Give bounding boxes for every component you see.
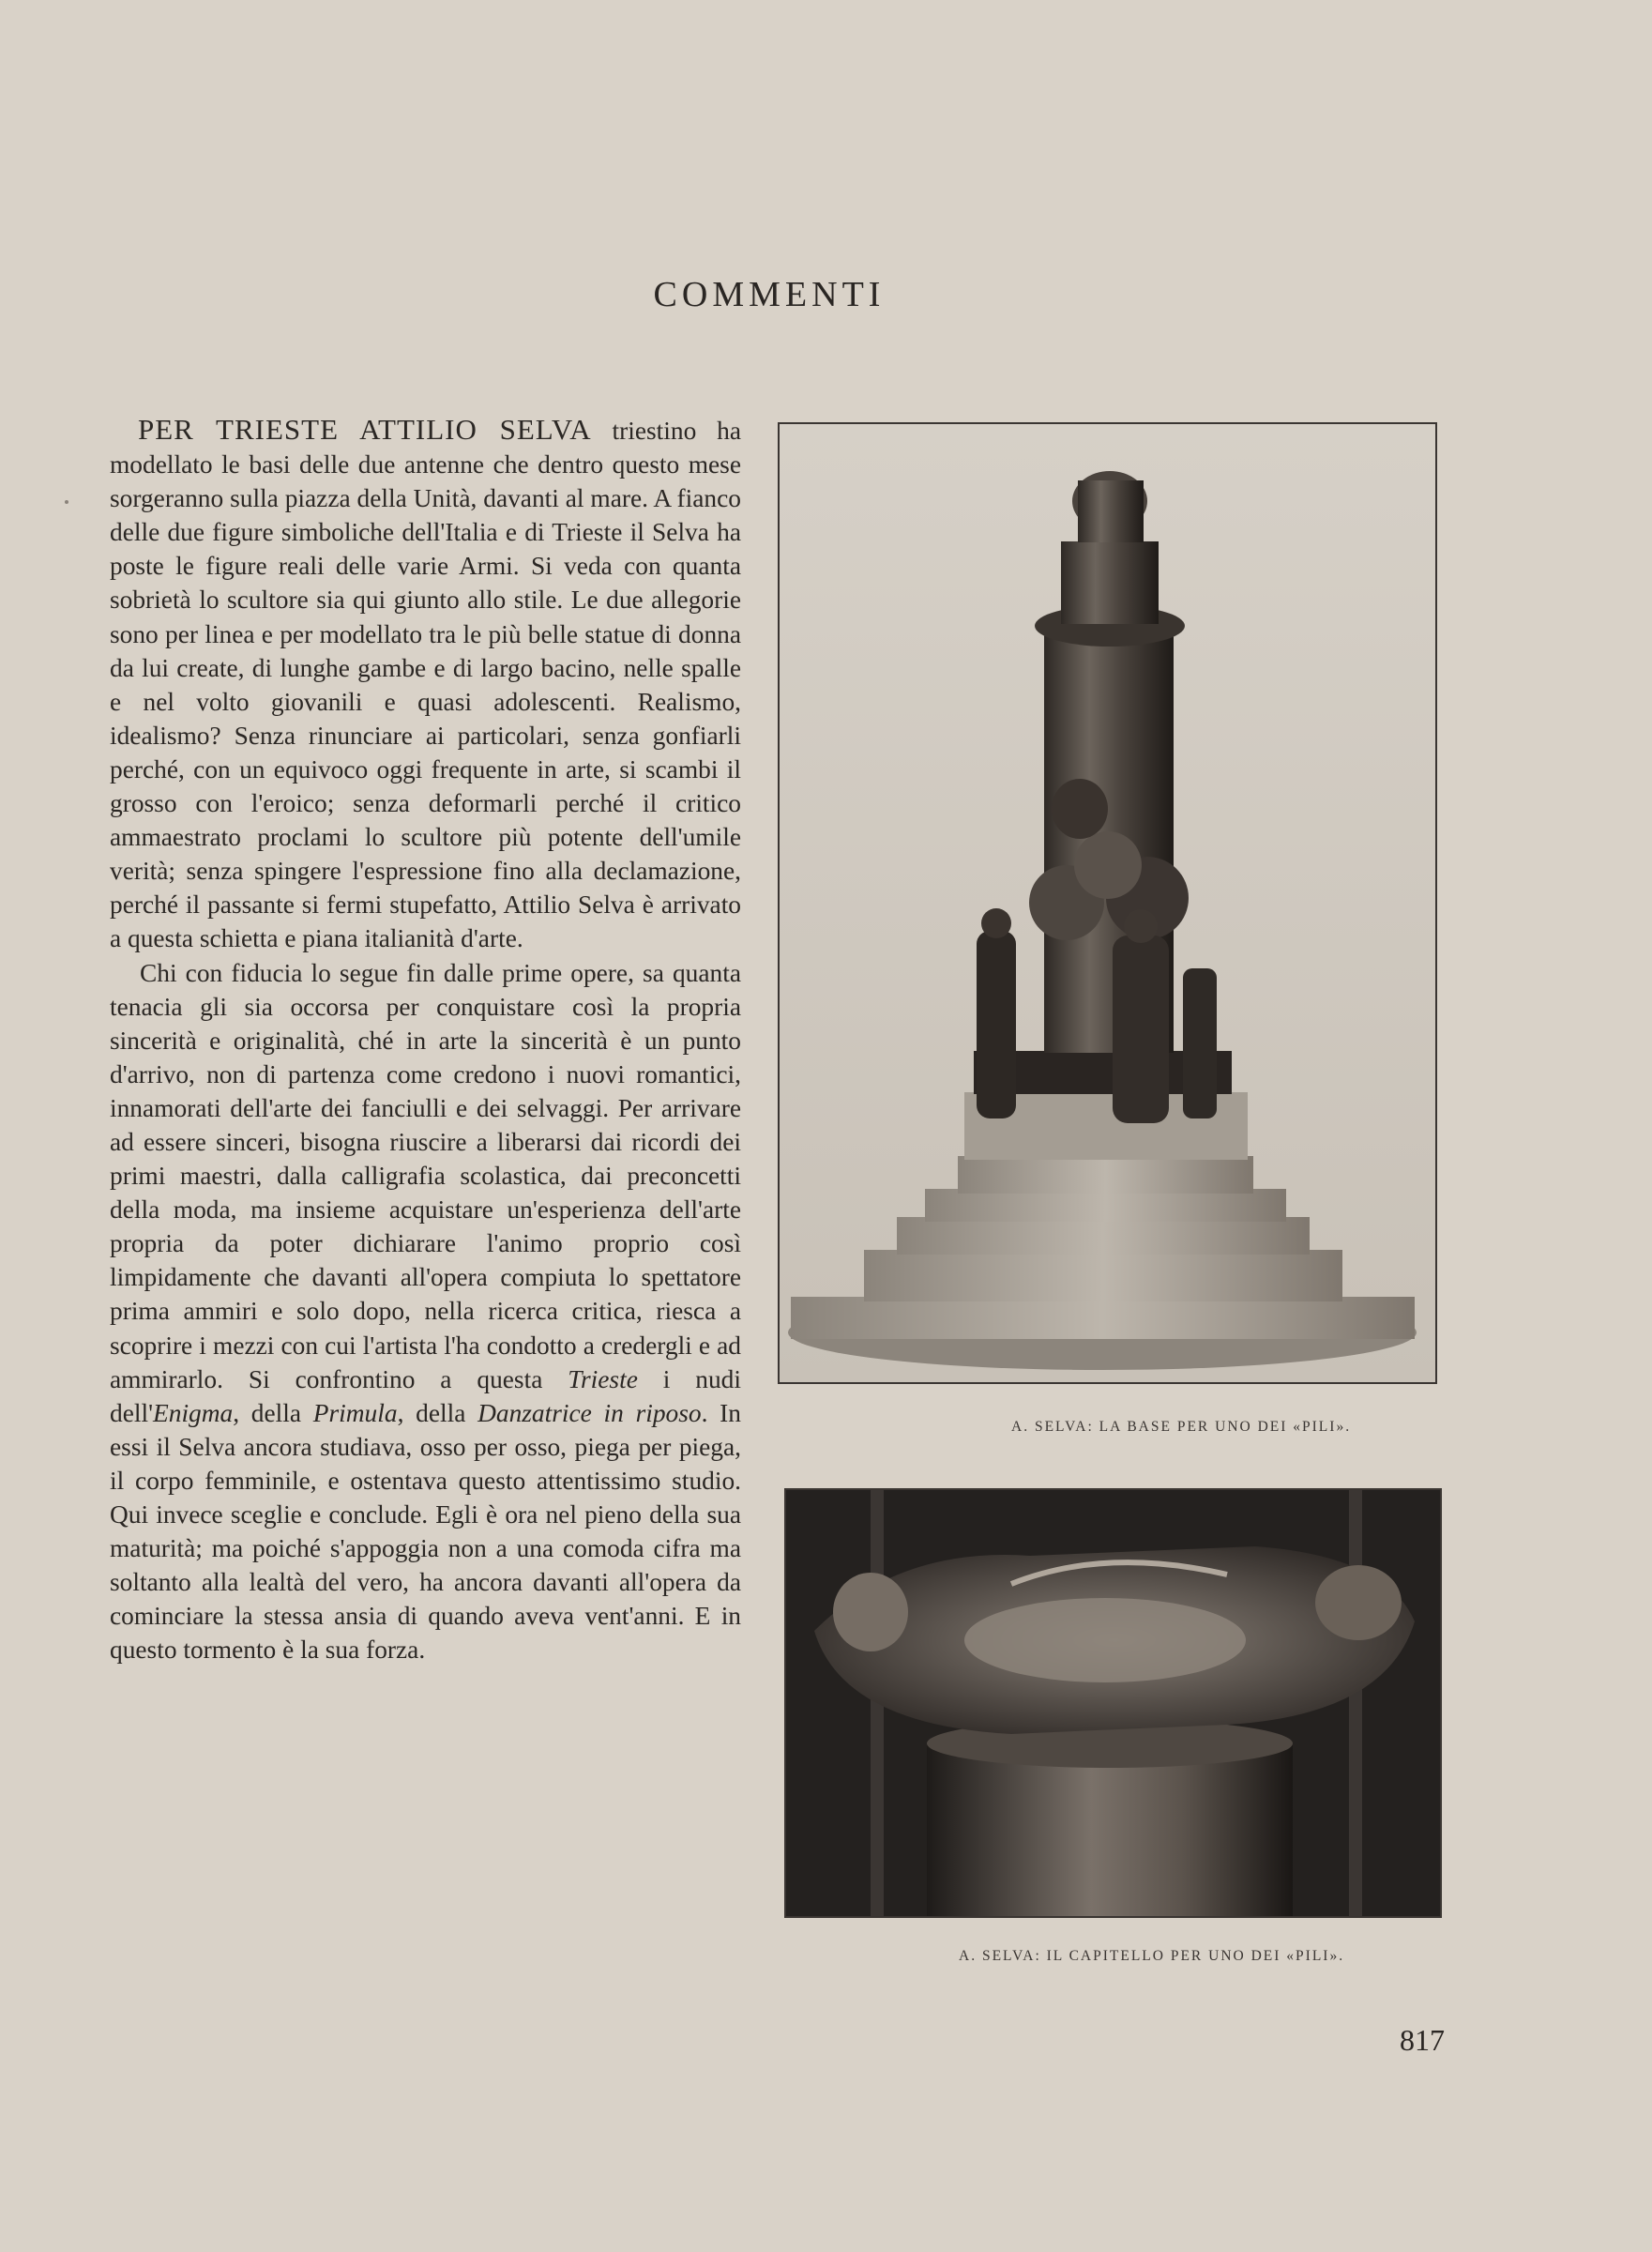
figure-caption-capital: A. SELVA: IL CAPITELLO PER UNO DEI «PILI». bbox=[959, 1948, 1345, 1964]
photo-column-base bbox=[778, 422, 1437, 1384]
work-title-trieste: Trieste bbox=[568, 1364, 638, 1393]
column-base-illustration bbox=[780, 424, 1435, 1382]
paragraph-2 bbox=[110, 956, 741, 1667]
figure-caption-base: A. SELVA: LA BASE PER UNO DEI «PILI». bbox=[1011, 1419, 1352, 1435]
paragraph-1-text: triestino ha modellato le basi delle due antenne che dentro questo mese sorgeranno sulla piazza della Unità, davanti al mare. A fianco delle due figure simboliche dell'Italia e di Trieste il Selva ha poste le figure reali delle varie Armi. Si veda con quanta sobrietà lo scultore sia qui giunto allo stile. Le due allegorie sono per linea e per modellato tra le più belle statue di donna da lui create, di lunghe gambe e di largo bacino, nelle spalle e nel volto giovanili e quasi adolescenti. Realismo, idealismo? Senza rinunciare ai particolari, senza gonfiarli perché, con un equivoco oggi frequente in arte, si scambi il grosso con l'eroico; senza deformarli perché il critico ammaestrato proclami lo scultore più potente dell'umile verità; senza spingere l'espressione fino alla declamazione, perché il passante si fermi stupefatto, Attilio Selva è arrivato a questa schietta e piana italianità d'arte. bbox=[110, 417, 741, 953]
paragraph-2-text: . In essi il Selva ancora studiava, osso per osso, piega per piega, il corpo femminile, e ostentava questo attentissimo studio. Qui invece sceglie e conclude. Egli è ora nel pieno della sua maturità; ma poiché s'appoggia non a una comoda cifra ma soltanto alla lealtà del vero, ha ancora davanti all'opera da cominciare la stessa ansia di quando aveva vent'anni. E in questo tormento è la sua forza. bbox=[110, 1398, 741, 1665]
article-body bbox=[110, 413, 741, 1666]
paragraph-2-text: , della bbox=[397, 1398, 478, 1427]
page-title: COMMENTI bbox=[653, 275, 886, 314]
paragraph-1 bbox=[110, 413, 741, 956]
column-capital-illustration bbox=[786, 1490, 1440, 1916]
page-number: 817 bbox=[1400, 2023, 1445, 2057]
paragraph-2-text: i nudi dell' bbox=[110, 1364, 741, 1427]
work-title-danzatrice: Danzatrice in riposo bbox=[477, 1398, 702, 1427]
work-title-primula: Primula bbox=[312, 1398, 398, 1427]
photo-column-capital bbox=[784, 1488, 1442, 1918]
paragraph-2-text: Chi con fiducia lo segue fin dalle prime opere, sa quanta tenacia gli sia occorsa per conquistare così la propria sincerità e originalità, ché in arte la sincerità è un punto d'arrivo, non di partenza come credono i nuovi romantici, innamorati dell'arte dei fanciulli e dei selvaggi. Per arrivare ad essere sinceri, bisogna riuscire a liberarsi dai ricordi dei primi maestri, dalla calligrafia scolastica, dai preconcetti della moda, ma insieme acquistare un'esperienza dell'arte propria da poter dichiarare l'animo proprio così limpidamente che davanti all'opera compiuta lo spettatore prima ammiri e solo dopo, nella ricerca critica, riesca a scoprire i mezzi con cui l'artista l'ha condotto a credergli e ad ammirarlo. Si confrontino a questa bbox=[110, 958, 741, 1393]
scan-speck bbox=[65, 500, 68, 504]
lead-name: PER TRIESTE ATTILIO SELVA bbox=[138, 413, 592, 446]
paragraph-2-text: , della bbox=[233, 1398, 313, 1427]
work-title-enigma: Enigma bbox=[153, 1398, 234, 1427]
